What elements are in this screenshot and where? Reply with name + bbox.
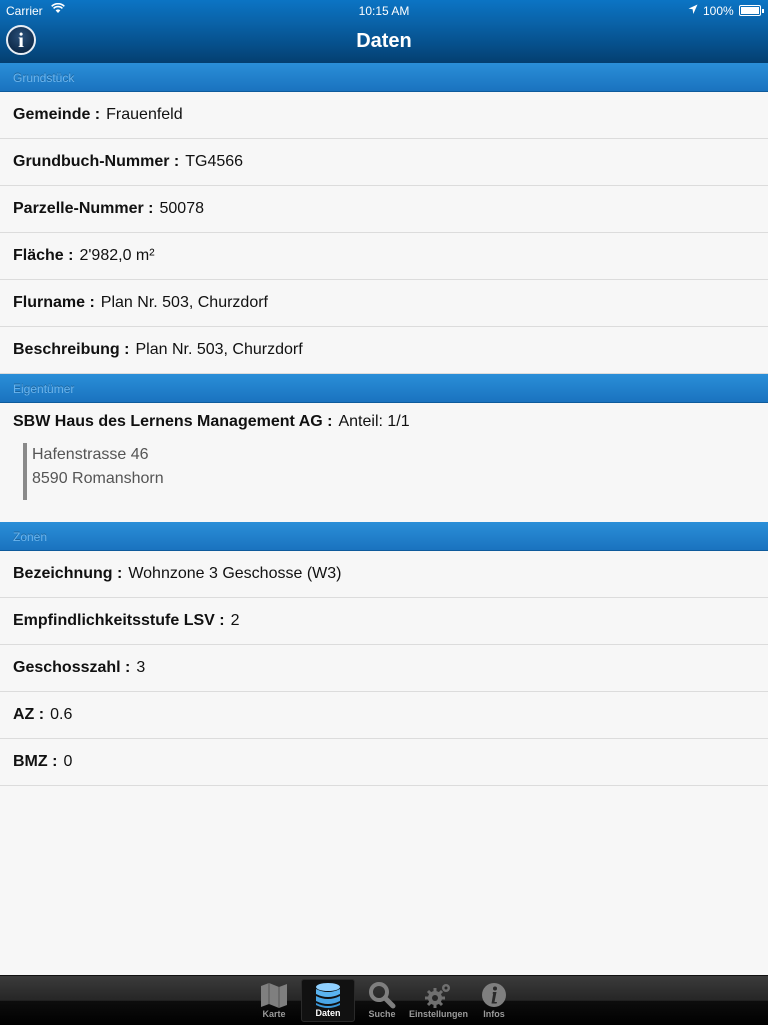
location-arrow-icon: [688, 4, 698, 15]
carrier-label: Carrier: [6, 4, 43, 18]
owner-name: SBW Haus des Lernens Management AG :: [13, 413, 333, 430]
info-icon: i: [18, 28, 24, 52]
row-gemeinde: [0, 92, 768, 139]
row-az: [0, 692, 768, 739]
row-value: TG4566: [185, 153, 244, 170]
row-grundbuch-nummer: [0, 139, 768, 186]
tab-label: Karte: [262, 1009, 286, 1019]
row-value: 50078: [159, 200, 204, 217]
row-value: 2: [230, 612, 240, 629]
owner-entry: [0, 403, 768, 522]
info-icon: [467, 981, 521, 1009]
row-label: BMZ :: [13, 753, 58, 770]
row-value: Wohnzone 3 Geschosse (W3): [128, 565, 342, 582]
tab-label: Einstellungen: [409, 1009, 469, 1019]
owner-address: [23, 443, 164, 500]
row-bezeichnung: [0, 551, 768, 598]
row-geschosszahl: [0, 645, 768, 692]
tab-label: Suche: [368, 1009, 396, 1019]
section-header-zonen: Zonen: [0, 522, 768, 551]
address-street: Hafenstrasse 46: [32, 446, 149, 463]
data-table: [0, 63, 768, 786]
row-value: Plan Nr. 503, Churzdorf: [100, 294, 268, 311]
row-label: Geschosszahl :: [13, 659, 131, 676]
row-value: Frauenfeld: [106, 106, 183, 123]
gear-icon: [409, 981, 467, 1009]
row-flaeche: [0, 233, 768, 280]
row-parzelle-nummer: [0, 186, 768, 233]
row-label: Flurname :: [13, 294, 95, 311]
tab-karte[interactable]: [247, 979, 301, 1022]
row-label: Beschreibung :: [13, 341, 130, 358]
tab-infos[interactable]: [467, 979, 521, 1022]
navigation-bar: [0, 0, 768, 64]
owner-line: [13, 411, 410, 433]
row-beschreibung: [0, 327, 768, 374]
row-label: AZ :: [13, 706, 45, 723]
tab-label: Infos: [483, 1009, 505, 1019]
page-title: Daten: [356, 30, 412, 52]
row-label: Empfindlichkeitsstufe LSV :: [13, 612, 225, 629]
row-value: 0: [63, 753, 73, 770]
row-bmz: [0, 739, 768, 786]
row-flurname: [0, 280, 768, 327]
row-label: Fläche :: [13, 247, 74, 264]
clock: 10:15 AM: [358, 4, 410, 18]
tab-bar: [0, 975, 768, 1025]
search-icon: [355, 981, 409, 1009]
tab-suche[interactable]: [355, 979, 409, 1022]
battery-percent: 100%: [703, 4, 734, 18]
row-empfindlichkeitsstufe: [0, 598, 768, 645]
row-label: Parzelle-Nummer :: [13, 200, 154, 217]
section-header-grundstueck: Grundstück: [0, 63, 768, 92]
row-value: Plan Nr. 503, Churzdorf: [135, 341, 303, 358]
row-label: Bezeichnung :: [13, 565, 123, 582]
row-value: 2'982,0 m²: [79, 247, 155, 264]
info-button[interactable]: [6, 25, 36, 55]
status-bar: [0, 0, 768, 20]
section-header-eigentuemer: Eigentümer: [0, 374, 768, 403]
row-value: 3: [136, 659, 146, 676]
tab-einstellungen[interactable]: [409, 979, 467, 1022]
row-label: Grundbuch-Nummer :: [13, 153, 180, 170]
row-label: Gemeinde :: [13, 106, 101, 123]
battery-icon: [739, 5, 761, 16]
tab-label: Daten: [315, 1008, 341, 1018]
map-icon: [247, 981, 301, 1009]
tab-daten[interactable]: [301, 979, 355, 1022]
row-value: 0.6: [50, 706, 73, 723]
database-icon: [302, 982, 354, 1010]
owner-share: Anteil: 1/1: [338, 413, 410, 430]
address-city: 8590 Romanshorn: [32, 470, 164, 487]
